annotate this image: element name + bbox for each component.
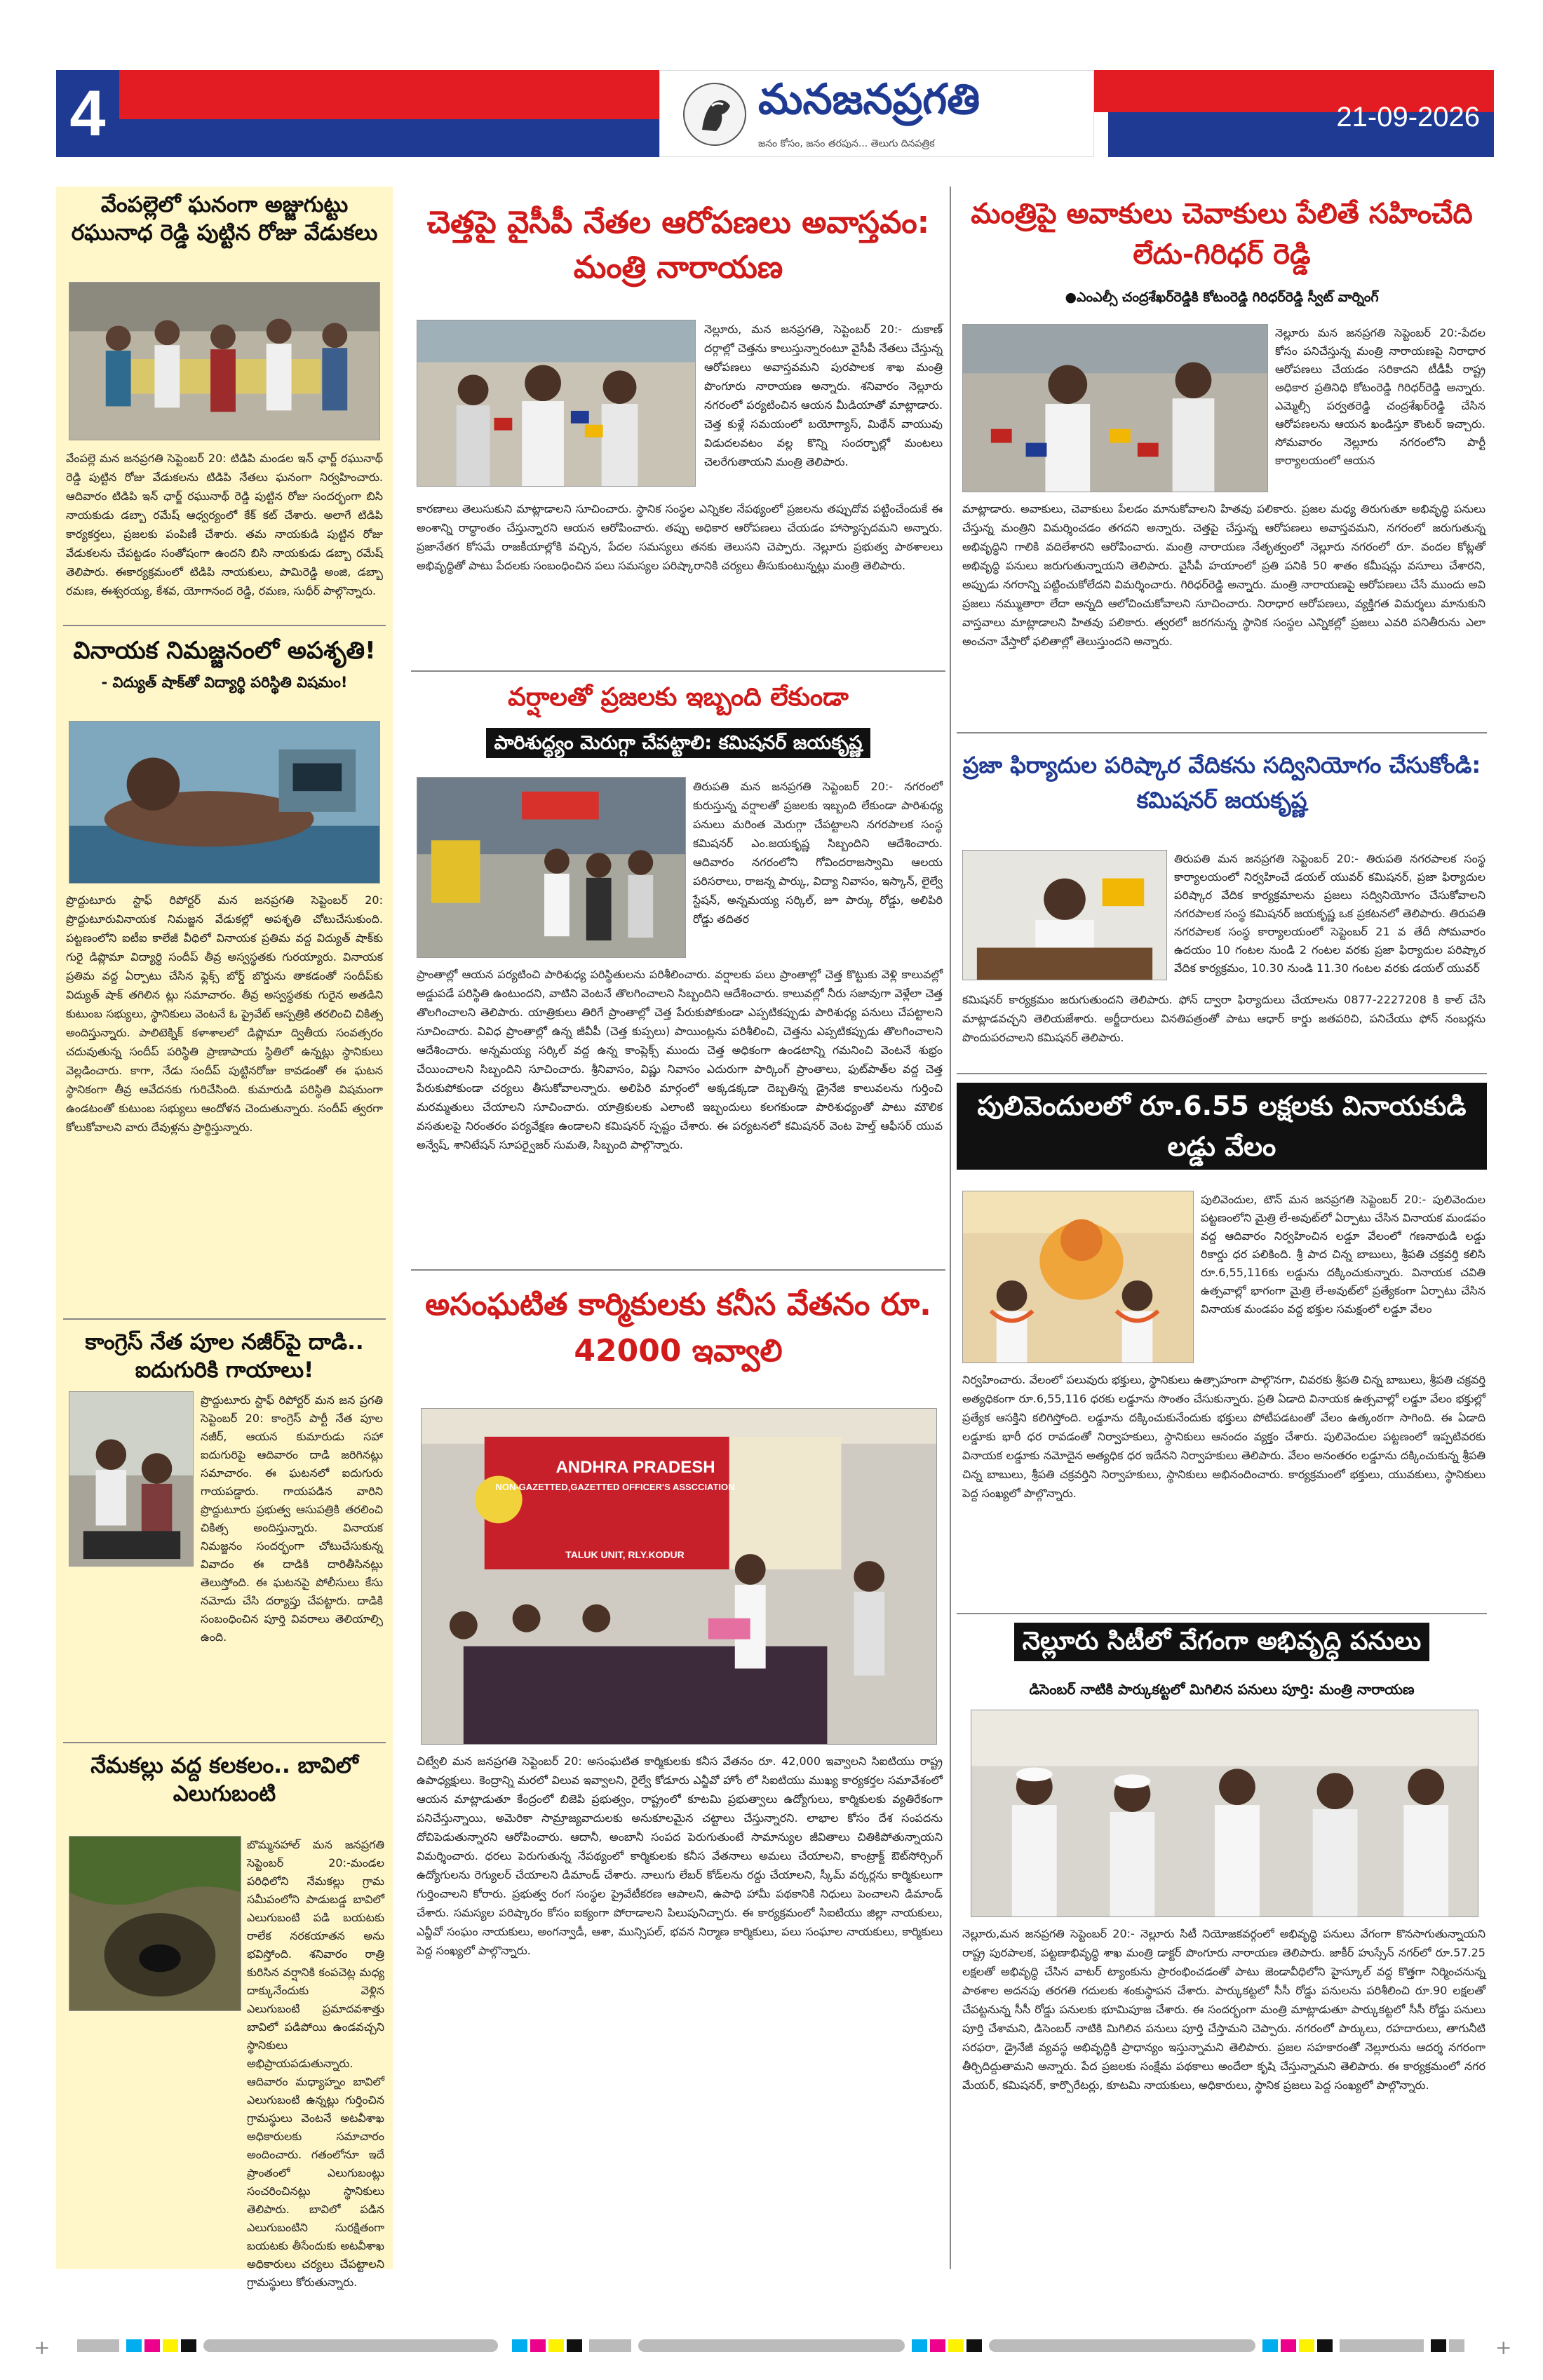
giridhar-reddy-photo [962,324,1268,492]
masthead-red-band [119,70,659,119]
article-headline: వేంపల్లెలో ఘనంగా అజ్జుగుట్టు రఘునాధ రెడ్డి పుట్టిన రోజు వేడుకలు [71,192,378,246]
article-headline: పులివెందులలో రూ.6.55 లక్షలకు వినాయకుడి లడ్డు వేలం [957,1083,1487,1170]
divider [63,1742,386,1743]
banner-title: ANDHRA PRADESH [555,1458,715,1477]
article-headline: అసంఘటిత కార్మికులకు కనీస వేతనం రూ. 42000 ఇవ్వాలి [425,1287,931,1369]
subhead-wrap [411,728,945,758]
article-subhead: - విద్యుత్ షాక్‌తో విద్యార్థి పరిస్థితి విషమం! [101,674,348,691]
divider [63,625,386,626]
article-headline: ప్రజా ఫిర్యాదుల పరిష్కార వేదికను సద్వినియోగం చేసుకోండి: కమిషనర్ జయకృష్ణ [962,752,1481,813]
divider [411,670,945,672]
article-body: ప్రొద్దుటూరు స్టాఫ్ రిపోర్టర్ మన జనప్రగతి సెప్టెంబర్ 20: ప్రొద్దుటూరువినాయక నిమజ్జన వేడుకల్లో అపశృతి చోటుచేసుకుంది. పట్టణంలోని ఐటీఐ కాలేజీ వీధిలో వినాయక ప్రతిమ వద్ద విద్యుత్ షాక్‌కు గురై డిప్లొమా విద్యార్థి సందీప్ తీవ్ర అస్వస్థతకు గురయ్యారు. వినాయక ప్రతిమ వద్ద ఏర్పాటు చేసిన ఫ్లెక్స్ బోర్డ్ బొర్డును తాకడంతో సందీప్‌కు విద్యుత్ షాక్ తగిలిన ట్లు సమాచారం. తీవ్ర అస్వస్థతకు గురైన అతడిని కుటుంబ సభ్యులు, స్థానికులు వెంటనే ఓ ప్రైవేట్ ఆస్పత్రికి తరలించి చికిత్స అందిస్తున్నారు. పాలిటెక్నిక్ కళాశాలలో డిప్లొమా ద్వితీయ సంవత్సరం చదువుతున్న సందీప్ పరిస్థితి ప్రాణాపాయ స్థితిలో ఉన్నట్లు స్థానికులు వెల్లడించారు. కాగా, నేడు సందీప్ పుట్టినరోజు కావడంతో ఈ ఘటన స్థానికంగా తీవ్ర ఆవేదనకు గురిచేసింది. కుమారుడి పరిస్థితి విషమంగా ఉండటంతో కుటుంబ సభ్యులు ఆందోళన చెందుతున్నారు. సందీప్ త్వరగా కోలుకోవాలని వారు దేవుళ్లను ప్రార్థిస్తున్నారు. [66,893,383,1134]
article-vempalle-birthday [63,191,386,248]
hospital-photo [69,721,380,884]
article-ganesh-accident [63,635,386,692]
newspaper-logo [659,70,1094,157]
article-headline: నెల్లూరు సిటీలో వేగంగా అభివృద్ధి పనులు [1014,1623,1430,1661]
article-body: బొమ్మనహాల్ మన జనప్రగతి సెప్టెంబర్ 20:-మండల పరిధిలోని నేమకల్లు గ్రామ సమీపంలోని పాడుబడ్డ బావిలో ఎలుగుబంటి పడి బయటకు రాలేక నరకయాతన అను భవిస్తోంది. శనివారం రాత్రి కురిసిన వర్షానికి కంపచెట్ల మధ్య దాక్కునేందుకు వెళ్లిన ఎలుగుబంటి ప్రమాదవశాత్తు బావిలో పడిపోయి ఉండవచ్చని స్థానికులు అభిప్రాయపడుతున్నారు. ఆదివారం మధ్యాహ్నం బావిలో ఎలుగుబంటి ఉన్నట్లు గుర్తించిన గ్రామస్థులు వెంటనే అటవీశాఖ అధికారులకు సమాచారం అందించారు. గతంలోనూ ఇదే ప్రాంతంలో ఎలుగుబంట్లు సంచరించినట్లు స్థానికులు తెలిపారు. బావిలో పడిన ఎలుగుబంటిని సురక్షితంగా బయటకు తీసేందుకు అటవీశాఖ అధికారులు చర్యలు చేపట్టాలని గ్రామస్థులు కోరుతున్నారు. [247,1838,384,2289]
middle-column [411,187,945,2269]
divider [411,1269,945,1271]
divider [957,1613,1487,1614]
newspaper-tagline: జనం కోసం, జనం తరపున... తెలుగు దినపత్రిక [758,138,935,149]
issue-date: 21-09-2026 [1336,102,1480,133]
article-body: నెల్లూరు, మన జనప్రగతి, సెప్టెంబర్ 20:- దుకాణ్ దర్గాల్లో చెత్తను కాలుస్తున్నారంటూ వైసీపీ నేతలు చేస్తున్న ఆరోపణలు అవాస్తవమని పురపాలక శాఖ మంత్రి పొంగూరు నారాయణ అన్నారు. శనివారం నెల్లూరు నగరంలో పర్యటించిన ఆయన మీడియాతో మాట్లాడారు. చెత్త కుళ్లే సమయంలో బయోగ్యాస్, మిథేన్ వాయువు విడుదలవటం వల్ల కొన్ని సందర్భాల్లో మంటలు చెలరేగుతాయని మంత్రి తెలిపారు. [704,323,943,468]
association-meeting-photo [421,1408,937,1745]
registration-mark-icon: + [34,2336,50,2359]
article-body: వేంపల్లె మన జనప్రగతి సెప్టెంబర్ 20: టిడిపి మండల ఇన్ ఛార్జ్ రఘునాథ్ రెడ్డి పుట్టిన రోజు వేడుకలను టిడిపి నేతలు ఘనంగా నిర్వహించారు. ఆదివారం టిడిపి ఇన్ ఛార్జ్ రఘునాథ్ రెడ్డి పుట్టిన రోజు సందర్భంగా బిసి నాయకుడు డబ్బా రమేష్ ఆధ్వర్యంలో కేక్ కట్ చేశారు. అలాగే టిడిపి కార్యకర్తలు, ప్రజలకు పంపిణీ చేశారు. తమ నాయకుడి పుట్టిన రోజు వేడుకలను చేపట్టడం సంతోషంగా ఉందని బిసి నాయకుడు డబ్బా రమేష్ తెలిపారు. ఈకార్యక్రమంలో టిడిపి నాయకులు, పామిరెడ్డి అంజి, డబ్బా రమణ, ఈశ్వరయ్య, కేశవ, యోగానంద రెడ్డి, రమణ, సుధీర్ పాల్గొన్నారు. [66,452,383,597]
article-headline: మంత్రిపై అవాకులు చెవాకులు పేలితే సహించేది లేదు-గిరిధర్ రెడ్డి [971,198,1473,271]
article-body-continued: కారణాలు తెలుసుకుని మాట్లాడాలని సూచించారు. స్థానిక సంస్థల ఎన్నికల నేపథ్యంలో ప్రజలను తప్పుదోవ పట్టించేందుకే ఈ అంశాన్ని రాద్ధాంతం చేస్తున్నారని ఆయన ఆరోపించారు. తప్పు అధికార ఆరోపణలు చేయడం హాస్యాస్పదమని అన్నారు. ప్రజానేతగ కోసమే రాజకీయాల్లోకి వచ్చిన, పేదల సమస్యలు తనకు తెలుసని చెప్పారు. నెల్లూరు ప్రభుత్వ పాఠశాలలు అభివృద్ధితో పాటు పేదలకు సంబంధించిన పలు సమస్యల పరిష్కారానికి చర్యలు తీసుకుంటున్నట్లు మంత్రి తెలిపారు. [417,502,943,572]
divider [63,1318,386,1320]
article-body-continued: నిర్వహించారు. వేలంలో పలువురు భక్తులు, స్థానికులు ఉత్సాహంగా పాల్గొనగా, చివరకు శ్రీపతి చిన్న బాబులు, శ్రీపతి చక్రవర్తి అత్యధికంగా రూ.6,55,116 ధరకు లడ్డూను సొంతం చేసుకున్నారు. ప్రతి ఏడాది వినాయక ఉత్సవాల్లో లడ్డూ వేలం భక్తుల్లో ప్రత్యేక ఆసక్తిని కలిగిస్తోంది. లడ్డూను దక్కించుకునేందుకు భక్తులు పోటీపడటంతో వేలం ఉత్కంఠగా సాగింది. ఈ ఏడాది లడ్డూకు భారీ ధర రావడంతో నిర్వాహకులు, స్థానికులు ఆనందం వ్యక్తం చేశారు. పులివెందుల పట్టణంలో ఇప్పటివరకు వినాయక లడ్డూకు నమోదైన అత్యధిక ధర ఇదేనని నిర్వాహకులు తెలిపారు. వేలం అనంతరం లడ్డూను దక్కించుకున్న శ్రీపతి చిన్న బాబులు, శ్రీపతి చక్రవర్తిని నిర్వాహకులు, స్థానికులు అభినందించారు. కార్యక్రమంలో భక్తులు, యువకులు, స్థానికులు పెద్ద సంఖ్యలో పాల్గొన్నారు. [962,1373,1485,1500]
bear-well-photo [69,1836,241,2011]
emblem-icon [681,81,748,148]
article-body: నెల్లూరు,మన జనప్రగతి సెప్టెంబర్ 20:- నెల్లూరు సిటీ నియోజకవర్గంలో అభివృద్ధి పనులు వేగంగా కొనసాగుతున్నాయని రాష్ట్ర పురపాలక, పట్టణాభివృద్ధి శాఖ మంత్రి డాక్టర్ పొంగూరు నారాయణ తెలిపారు. జాకీర్ హుస్సేన్ నగర్‌లో రూ.57.25 లక్షలతో అభివృద్ధి చేసిన వాటర్ ట్యాంకును ప్రారంభించడంతో పాటు జెండావీధిలోని హైస్కూల్ వద్ద కొత్తగా నిర్మించనున్న పాఠశాల అదనపు తరగతి గదులకు శంకుస్థాపన చేశారు. పార్కుకట్టలో సీసీ రోడ్డు పనులను పరిశీలించి రూ.90 లక్షలతో చేపట్టనున్న సీసీ రోడ్డు పనులకు భూమిపూజ చేశారు. ఈ సందర్భంగా మంత్రి మాట్లాడుతూ పార్కుకట్టలో సీసీ రోడ్డు పనులు పూర్తి చేశామని, డిసెంబర్ నాటికి మిగిలిన పనులు పూర్తి చేస్తామని చెప్పారు. నగరంలో పార్కులు, రహదారులు, తాగునీటి సరఫరా, డ్రైనేజీ వ్యవస్థ అభివృద్ధికి ప్రాధాన్యం ఇస్తున్నామని తెలిపారు. ప్రజల సహకారంతో నెల్లూరును ఆదర్శ నగరంగా తీర్చిదిద్దుతామని అన్నారు. పేద ప్రజలకు సంక్షేమ పథకాలు అందేలా కృషి చేస్తున్నామని తెలిపారు. ఈ కార్యక్రమంలో నగర మేయర్, కమిషనర్, కార్పొరేటర్లు, కూటమి నాయకులు, అధికారులు, స్థానిక ప్రజలు పెద్ద సంఖ్యలో పాల్గొన్నారు. [962,1927,1485,2092]
commissioner-jayakrishna-photo [962,850,1167,980]
article-headline: వినాయక నిమజ్జనంలో అపశృతి! [73,637,376,665]
divider [957,732,1487,733]
banner-unit: TALUK UNIT, RLY.KODUR [565,1549,685,1560]
article-headline: వర్షాలతో ప్రజలకు ఇబ్బంది లేకుండా [508,683,849,712]
article-body-continued: కమిషనర్ కార్యక్రమం జరుగుతుందని తెలిపారు. ఫోన్ ద్వారా ఫిర్యాదులు చేయాలను 0877-2227208 కి కాల్ చేసి మాట్లాడవచ్చని తెలియజేశారు. అర్జీదారులు వినతిపత్రంతో పాటు ఆధార్ కార్డు జతపరిచి, పనిచేయు ఫోన్ నంబర్లను పొందుపరచాలని కమిషనర్ తెలిపారు. [962,993,1485,1044]
color-registration-strip [35,2335,1508,2356]
article-headline: కాంగ్రెస్ నేత పూల నజీర్‌పై దాడి.. ఐదుగురికి గాయాలు! [85,1330,364,1384]
masthead [56,70,1494,157]
page-number: 4 [56,70,119,157]
headline-wrap [957,1083,1487,1177]
masthead-blue-band [119,119,659,157]
article-body-continued: మాట్లాడారు. అవాకులు, చెవాకులు పేలడం మానుకోవాలని హితవు పలికారు. ప్రజల మధ్య తిరుగుతూ అభివృద్ధి పనులు చేస్తున్న మంత్రిని విమర్శించడం తగదని అన్నారు. చెత్తపై చేస్తున్న ఆరోపణలు అవాస్తవమని, నగరంలో జరుగుతున్న అభివృద్ధిని గాలికి వదిలేశారని ఆరోపించారు. మంత్రి నారాయణ నేతృత్వంలో నెల్లూరు నగరంలో రూ. వందల కోట్లతో అభివృద్ధి పనులు జరుగుతున్నాయని తెలిపారు. వైసీపీ హయాంలో ప్రతి పనికి 50 శాతం కమీషన్లు వసూలు చేశారని, అప్పుడు నగరాన్ని పట్టించుకోలేదని విమర్శించారు. గిరిధర్‌రెడ్డి అన్నారు. మంత్రి నారాయణపై ఆరోపణలు చేసే ముందు అవి ప్రజలు నమ్ముతారా లేదా అన్నది ఆలోచించుకోవాలని సూచించారు. నిరాధార ఆరోపణలు, వ్యక్తిగత విమర్శలు మానుకుని వాస్తవాలు మాట్లాడాలని హితవు పలికారు. త్వరలో జరగనున్న స్థానిక సంస్థల ఎన్నికల్లో ప్రజలు ఎవరి పనితీరును ఎలా అంచనా వేస్తారో ఫలితాల్లో తెలుస్తుందని అన్నారు. [962,502,1485,648]
birthday-photo [69,282,380,440]
left-column [56,187,393,2289]
article-subhead: ●ఎంఎల్సీ చంద్రశేఖర్‌రెడ్డికి కోటంరెడ్డి గిరిధర్‌రెడ్డి స్వీట్ వార్నింగ్ [1065,290,1379,305]
injured-photo [69,1391,194,1567]
article-subhead: డిసెంబర్ నాటికి పార్కుకట్టలో మిగిలిన పనులు పూర్తి: మంత్రి నారాయణ [1029,1681,1415,1698]
article-subhead: పారిశుద్ధ్యం మెరుగ్గా చేపట్టాలి: కమిషనర్ జయకృష్ణ [486,728,871,758]
article-headline: చెత్తపై వైసీపీ నేతల ఆరోపణలు అవాస్తవం: మంత్రి నారాయణ [426,205,930,285]
article-body: తిరుపతి మన జనప్రగతి సెప్టెంబర్ 20:- నగరంలో కురుస్తున్న వర్షాలతో ప్రజలకు ఇబ్బంది లేకుండా పారిశుధ్య పనులు మరింత మెరుగ్గా చేపట్టాలని నగరపాలక సంస్థ కమిషనర్ ఎం.జయకృష్ణ సిబ్బందిని ఆదేశించారు. ఆదివారం నగరంలోని గోవిందరాజస్వామి ఆలయ పరిసరాలు, రాజన్న పార్కు, విద్యా నివాసం, ఇస్కాన్, లైల్వే స్టేషన్, అన్నమయ్య సర్కిల్, జూ పార్కు రోడ్డు, అలిపిరి రోడ్డు తదితర [693,780,943,926]
article-body-continued: ప్రాంతాల్లో ఆయన పర్యటించి పారిశుధ్య పరిస్థితులను పరిశీలించారు. వర్షాలకు పలు ప్రాంతాల్లో చెత్త కొట్టుకు వెళ్లి కాలువల్లో అడ్డుపడే పరిస్థితి ఉంటుందని, వాటిని వెంటనే తొలగించాలని సిబ్బందిని ఆదేశించారు. కాలువల్లో నీరు సజావుగా వెళ్లేలా చెత్త తొలగించాలని తెలిపారు. యాత్రికులు తిరిగే ప్రాంతాల్లో చెత్త పేరుకుపోకుండా ఎప్పటికప్పుడు పారిశుధ్య పనులు చేపట్టాలని సూచించారు. వివిధ ప్రాంతాల్లో ఉన్న జీవీపీ (చెత్త కుప్పలు) పాయింట్లను పరిశీలించి, చెత్తను ఎప్పటికప్పుడు తొలగించాలని ఆదేశించారు. అన్నమయ్య సర్కిల్ వద్ద ఉన్న కాంప్లెక్స్ ముందు చెత్త అధికంగా ఉండటాన్ని గమనించి వెంటనే శుభ్రం చేయించాలని సిబ్బందిని సూచించారు. శ్రీనివాసం, విష్ణు నివాసం ఎదురుగా పార్కింగ్ ప్రాంతాలు, ఫుట్‌పాత్‌ల వద్ద చెత్త పేరుకుపోకుండా చర్యలు తీసుకోవాలన్నారు. అలిపిరి మార్గంలో అక్కడక్కడా దెబ్బతిన్న డ్రైనేజి కాలువలను గుర్తించి మరమ్మతులు చేయాలని సూచించారు. యాత్రికులకు ఎలాంటి ఇబ్బందులు కలగకుండా పారిశుధ్యంతో పాటు మౌలిక వసతులపై నిరంతరం పర్యవేక్షణ ఉండాలని కమిషనర్ స్పష్టం చేశారు. ఈ పర్యటనలో కమిషనర్ వెంట హెల్త్ ఆఫీసర్ యువ అన్వేష్, శానిటేషన్ సూపర్వైజర్ సుమతి, సిబ్బంది పాల్గొన్నారు. [417,968,943,1151]
nellore-prayer-photo [971,1710,1478,1917]
article-bear-well [63,1752,386,1808]
article-body: చిట్వేలి మన జనప్రగతి సెప్టెంబర్ 20: అసంఘటిత కార్మికులకు కనీస వేతనం రూ. 42,000 ఇవ్వాలని సిఐటియు రాష్ట్ర ఉపాధ్యక్షులు. కెంద్రాన్ని మరలో విలువ ఇవ్వాలని, రైల్వే కోడూరు ఎన్జీవో హోం లో సిఐటియు ముఖ్య కార్యకర్తల సమావేశంలో ఆయన మాట్లాడుతూ కేంద్రంలో బిజెపి ప్రభుత్వం, రాష్ట్రంలో కూటమి ప్రభుత్వాలు ఉద్యోగులు, కార్మికులకు వ్యతిరేకంగా పనిచేస్తున్నాయి, అమెరికా సామ్రాజ్యవాదులకు అనుకూలమైన చట్టాలు చేస్తున్నారని. లాభాల కోసం దేశ సంపదను దోచిపెడుతున్నారని ఆరోపించారు. ఆదానీ, అంబానీ సంపద పెరుగుతుంటే సామాన్యుల జీవితాలు చితికిపోతున్నాయని విమర్శించారు. ధరలు పెరుగుతున్న నేపథ్యంలో కార్మికులకు కనీస వేతనాలు అమలు చేయాలని, కాంట్రాక్ట్ ఔట్‌సోర్సింగ్ ఉద్యోగులను రెగ్యులర్ చేయాలని డిమాండ్ చేశారు. నాలుగు లేబర్ కోడ్‌లను రద్దు చేయాలని, స్కీమ్ వర్కర్లను కార్మికులుగా గుర్తించాలని కోరారు. ప్రభుత్వ రంగ సంస్థల ప్రైవేటీకరణ ఆపాలని, ఉపాధి హామీ పథకానికి నిధులు పెంచాలని డిమాండ్ చేశారు. సమస్యల పరిష్కారం కోసం ఐక్యంగా పోరాడాలని పిలుపునిచ్చారు. ఈ కార్యక్రమంలో సిఐటియు జిల్లా నాయకులు, ఎన్జీవో సంఘం నాయకులు, అంగన్వాడీ, ఆశా, మున్సిపల్, భవన నిర్మాణ కార్మికులు, పలు సంఘాల నాయకులు, కార్మికులు పెద్ద సంఖ్యలో పాల్గొన్నారు. [417,1754,943,1957]
article-body: ప్రొద్దుటూరు స్టాఫ్ రిపోర్టర్ మన జన ప్రగతి సెప్టెంబర్ 20: కాంగ్రెస్ పార్టీ నేత పూల నజీర్, ఆయన కుమారుడు సహా ఐదుగురిపై ఆదివారం దాడి జరిగినట్లు సమాచారం. ఈ ఘటనలో ఐదుగురు గాయపడ్డారు. గాయపడిన వారిని ప్రొద్దుటూరు ప్రభుత్వ ఆసుపత్రికి తరలించి చికిత్స అందిస్తున్నారు. వినాయక నిమజ్జనం సందర్భంగా చోటుచేసుకున్న వివాదం ఈ దాడికి దారితీసినట్లు తెలుస్తోంది. ఈ ఘటనపై పోలీసులు కేసు నమోదు చేసి దర్యాప్తు చేపట్టారు. దాడికి సంబంధించిన పూర్తి వివరాలు తెలియాల్సి ఉంది. [201,1393,383,1644]
article-body: నెల్లూరు మన జనప్రగతి సెప్టెంబర్ 20:-పేదల కోసం పనిచేస్తున్న మంత్రి నారాయణపై నిరాధార ఆరోపణలు చేయడం సరికాదని టీడీపీ రాష్ట్ర అధికార ప్రతినిధి కోటంరెడ్డి గిరిధర్‌రెడ్డి అన్నారు. ఎమ్మెల్సీ పర్వతరెడ్డి చంద్రశేఖర్‌రెడ్డి చేసిన ఆరోపణలను ఆయన ఖండిస్తూ కౌంటర్ ఇచ్చారు. సోమవారం నెల్లూరు నగరంలోని పార్టీ కార్యాలయంలో ఆయన [1275,326,1485,467]
article-headline: నేమకల్లు వద్ద కలకలం.. బావిలో ఎలుగుబంటి [90,1753,358,1807]
article-congress-attack [63,1328,386,1385]
headline-wrap [957,1623,1487,1661]
newspaper-name: మనజనప్రగతి [758,75,981,124]
column-divider [950,187,951,2269]
article-body: పులివెందుల, టౌన్ మన జనప్రగతి సెప్టెంబర్ 20:- పులివెందుల పట్టణంలోని మైత్రి లే-అవుట్‌లో ఏర్పాటు చేసిన వినాయక మండపం వద్ద ఆదివారం నిర్వహించిన లడ్డూ వేలంలో గణనాథుడి లడ్డు రికార్డు ధర పలికింది. శ్రీ పాద చిన్న బాబులు, శ్రీపతి చక్రవర్తి కలిసి రూ.6,55,116కు లడ్డును దక్కించుకున్నారు. వినాయక చవితి ఉత్సవాల్లో భాగంగా మైత్రి లే-అవుట్‌లో ప్రత్యేకంగా ఏర్పాటు చేసిన వినాయక మండపం వద్ద భక్తుల సమక్షంలో లడ్డూ వేలం [1201,1193,1486,1316]
article-body: తిరుపతి మన జనప్రగతి సెప్టెంబర్ 20:- తిరుపతి నగరపాలక సంస్థ కార్యాలయంలో నిర్వహించే డయల్ యువర్ కమిషనర్, ప్రజా ఫిర్యాదుల పరిష్కార వేదిక కార్యక్రమాలను ప్రజలు సద్వినియోగం చేసుకోవాలని నగరపాలక సంస్థ కమిషనర్ జయకృష్ణ ఒక ప్రకటనలో తెలిపారు. తిరుపతి నగరపాలక సంస్థ కార్యాలయంలో సెప్టెంబర్ 21 వ తేదీ సోమవారం ఉదయం 10 గంటల నుండి 2 గంటల వరకు ప్రజా ఫిర్యాదుల పరిష్కార వేదిక కార్యక్రమం, 10.30 నుండి 11.30 గంటల వరకు డయల్ యువర్ [1174,852,1485,975]
ganesh-laddu-photo [962,1191,1194,1363]
right-column [957,187,1487,2269]
minister-narayana-photo [417,320,696,487]
divider [957,1073,1487,1074]
commissioner-inspection-photo [417,777,686,958]
registration-mark-icon: + [1495,2336,1512,2359]
banner-subtitle: NON-GAZETTED,GAZETTED OFFICER'S ASSCCIATION [495,1482,735,1492]
